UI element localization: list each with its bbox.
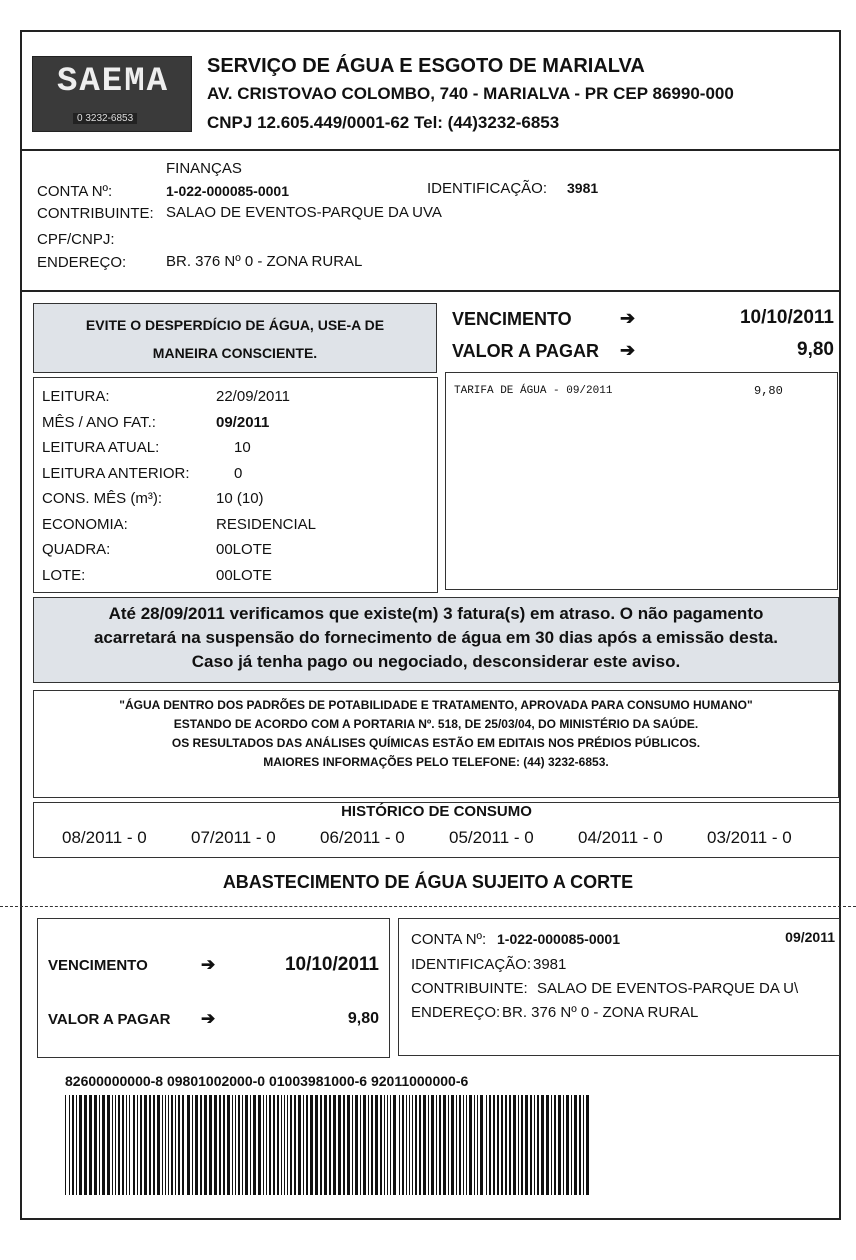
barcode-bar	[294, 1095, 296, 1195]
barcode-bar	[195, 1095, 198, 1195]
reading-label: ECONOMIA:	[42, 515, 128, 533]
barcode-bar	[489, 1095, 491, 1195]
barcode-bar	[284, 1095, 285, 1195]
tear-line	[0, 906, 856, 907]
barcode-bar	[423, 1095, 426, 1195]
company-name: SERVIÇO DE ÁGUA E ESGOTO DE MARIALVA	[207, 55, 645, 77]
barcode-bar	[338, 1095, 341, 1195]
barcode-bar	[343, 1095, 345, 1195]
stub-conta-value: 1-022-000085-0001	[497, 931, 620, 947]
barcode-bar	[290, 1095, 292, 1195]
barcode-bar	[439, 1095, 441, 1195]
barcode-bar	[384, 1095, 385, 1195]
barcode-bar	[525, 1095, 528, 1195]
quality-line: ESTANDO DE ACORDO COM A PORTARIA Nº. 518, DE 25/03/04, DO MINISTÉRIO DA SAÚDE.	[173, 717, 699, 731]
vencimento-value: 10/10/2011	[739, 307, 834, 328]
contribuinte-value: SALAO DE EVENTOS-PARQUE DA UVA	[166, 204, 442, 221]
barcode-bar	[69, 1095, 70, 1195]
barcode-bar	[99, 1095, 100, 1195]
arrow-right-icon: ➔	[201, 955, 216, 974]
logo-text: SAEMA	[57, 63, 170, 101]
history-item: 05/2011 - 0	[449, 828, 534, 847]
stub-endereco-value: BR. 376 Nº 0 - ZONA RURAL	[502, 1004, 699, 1021]
barcode-bar	[133, 1095, 135, 1195]
barcode-bar	[223, 1095, 225, 1195]
barcode-bar	[324, 1095, 327, 1195]
barcode-bar	[122, 1095, 124, 1195]
reading-label: CONS. MÊS (m³):	[42, 490, 162, 507]
logo	[32, 56, 192, 132]
barcode-bar	[245, 1095, 248, 1195]
barcode-bar	[178, 1095, 180, 1195]
reading-box	[33, 377, 438, 593]
contribuinte-label: CONTRIBUINTE:	[37, 205, 154, 222]
barcode-bar	[219, 1095, 221, 1195]
reading-label: LOTE:	[42, 566, 86, 584]
stub-due-box	[37, 918, 390, 1058]
reading-label: MÊS / ANO FAT.:	[42, 413, 156, 431]
barcode-bar	[546, 1095, 549, 1195]
barcode-bar	[586, 1095, 589, 1195]
stub-identificacao-label: IDENTIFICAÇÃO:	[411, 956, 532, 973]
barcode-bar	[84, 1095, 87, 1195]
barcode-bar	[306, 1095, 308, 1195]
barcode-bar	[126, 1095, 127, 1195]
stub-valor-value: 9,80	[347, 1010, 379, 1027]
barcode-bar	[459, 1095, 461, 1195]
barcode-bar	[204, 1095, 207, 1195]
reading-value: 22/09/2011	[216, 388, 290, 405]
reading-value: 10	[234, 439, 251, 456]
stub-identificacao-value: 3981	[533, 956, 567, 973]
barcode-bar	[390, 1095, 391, 1195]
overdue-notice	[33, 597, 839, 683]
history-item: 06/2011 - 0	[320, 828, 405, 847]
warning-line1: EVITE O DESPERDÍCIO DE ÁGUA, USE-A DE	[85, 317, 385, 333]
barcode-bar	[333, 1095, 336, 1195]
reading-label: LEITURA:	[42, 388, 110, 405]
barcode-bar	[200, 1095, 202, 1195]
warning-box	[33, 303, 437, 373]
barcode-bar	[162, 1095, 163, 1195]
barcode-bar	[387, 1095, 388, 1195]
barcode-bar	[118, 1095, 120, 1195]
barcode-bar	[574, 1095, 577, 1195]
barcode-bar	[480, 1095, 483, 1195]
stub-valor-label: VALOR A PAGAR	[48, 1011, 171, 1028]
barcode-bar	[171, 1095, 173, 1195]
barcode-bar	[518, 1095, 519, 1195]
barcode-bar	[144, 1095, 147, 1195]
barcode-bar	[65, 1095, 66, 1195]
barcode-bar	[537, 1095, 539, 1195]
history-item: 08/2011 - 0	[62, 828, 147, 847]
barcode-bar	[419, 1095, 421, 1195]
barcode-bar	[409, 1095, 410, 1195]
barcode-bar	[501, 1095, 503, 1195]
barcode-bar	[303, 1095, 304, 1195]
barcode-bar	[149, 1095, 151, 1195]
barcode-bar	[153, 1095, 155, 1195]
barcode-bar	[579, 1095, 581, 1195]
barcode-bar	[513, 1095, 516, 1195]
reading-label: LEITURA ANTERIOR:	[42, 464, 190, 482]
barcode-bar	[182, 1095, 184, 1195]
barcode-bar	[566, 1095, 569, 1195]
barcode-bar	[253, 1095, 256, 1195]
barcode-bar	[466, 1095, 467, 1195]
barcode-bar	[192, 1095, 193, 1195]
tariff-description: TARIFA DE ÁGUA - 09/2011	[454, 385, 613, 397]
cut-notice: ABASTECIMENTO DE ÁGUA SUJEITO A CORTE	[222, 872, 634, 892]
barcode-bar	[266, 1095, 267, 1195]
history-item: 03/2011 - 0	[707, 828, 792, 847]
barcode-bar	[298, 1095, 301, 1195]
barcode-bar	[168, 1095, 169, 1195]
barcode-bar	[521, 1095, 523, 1195]
barcode-bar	[269, 1095, 271, 1195]
stub-period: 09/2011	[785, 929, 835, 945]
barcode-bar	[187, 1095, 190, 1195]
barcode-bar	[451, 1095, 454, 1195]
barcode-bar	[79, 1095, 82, 1195]
notice-line: Caso já tenha pago ou negociado, desconsiderar este aviso.	[191, 652, 681, 671]
divider	[20, 149, 841, 151]
vencimento-label: VENCIMENTO	[452, 309, 572, 329]
reading-value: 00LOTE	[216, 541, 272, 558]
barcode-bar	[486, 1095, 487, 1195]
barcode-bar	[76, 1095, 77, 1195]
barcode-bar	[497, 1095, 499, 1195]
barcode-bar	[250, 1095, 251, 1195]
barcode-bar	[469, 1095, 472, 1195]
barcode-bar	[140, 1095, 142, 1195]
barcode-bar	[399, 1095, 400, 1195]
barcode-bar	[443, 1095, 446, 1195]
reading-value: 09/2011	[216, 413, 270, 431]
tariff-value: 9,80	[754, 384, 783, 398]
barcode-bar	[102, 1095, 105, 1195]
company-cnpj-tel: CNPJ 12.605.449/0001-62 Tel: (44)3232-6853	[207, 113, 560, 132]
endereco-label: ENDEREÇO:	[37, 254, 127, 271]
stub-conta-label: CONTA Nº:	[411, 931, 487, 948]
barcode-bar	[509, 1095, 511, 1195]
barcode-bar	[530, 1095, 532, 1195]
barcode-bar	[406, 1095, 407, 1195]
stub-endereco-label: ENDEREÇO:	[411, 1004, 501, 1021]
barcode-bar	[281, 1095, 282, 1195]
barcode-bar	[428, 1095, 429, 1195]
stub-info-box	[398, 918, 840, 1056]
barcode-bar	[287, 1095, 288, 1195]
barcode-bar	[558, 1095, 561, 1195]
barcode-bar	[89, 1095, 92, 1195]
barcode-bar	[352, 1095, 353, 1195]
barcode-bar	[157, 1095, 160, 1195]
notice-line: Até 28/09/2011 verificamos que existe(m) 3 fatura(s) em atraso. O não pagamento	[108, 604, 764, 623]
barcode-bar	[94, 1095, 97, 1195]
history-item: 07/2011 - 0	[191, 828, 276, 847]
barcode-bar	[436, 1095, 437, 1195]
history-item: 04/2011 - 0	[578, 828, 663, 847]
barcode-bar	[315, 1095, 318, 1195]
arrow-right-icon: ➔	[620, 308, 636, 328]
stub-contribuinte-label: CONTRIBUINTE:	[411, 980, 528, 997]
reading-value: 0	[234, 464, 243, 482]
barcode-bar	[534, 1095, 535, 1195]
barcode-bar	[232, 1095, 233, 1195]
barcode-bar	[242, 1095, 243, 1195]
barcode-bar	[393, 1095, 396, 1195]
barcode-bar	[368, 1095, 369, 1195]
barcode-bar	[551, 1095, 552, 1195]
barcode-bar	[371, 1095, 373, 1195]
reading-value: RESIDENCIAL	[216, 515, 317, 533]
barcode-bar	[474, 1095, 475, 1195]
water-quality-box	[33, 690, 839, 798]
barcode-bar	[115, 1095, 116, 1195]
logo-phone: 0 3232-6853	[73, 113, 137, 124]
stub-vencimento-label: VENCIMENTO	[48, 957, 148, 974]
arrow-right-icon: ➔	[201, 1009, 216, 1028]
conta-label: CONTA Nº:	[37, 183, 113, 200]
barcode-bar	[571, 1095, 572, 1195]
barcode-bar	[165, 1095, 166, 1195]
arrow-right-icon: ➔	[620, 340, 636, 360]
barcode-bar	[402, 1095, 404, 1195]
history-title: HISTÓRICO DE CONSUMO	[341, 803, 532, 820]
barcode-bar	[310, 1095, 313, 1195]
reading-value: 00LOTE	[216, 566, 272, 584]
reading-label: LEITURA ATUAL:	[42, 439, 160, 456]
barcode-bar	[263, 1095, 264, 1195]
barcode-bar	[363, 1095, 366, 1195]
barcode-bar	[463, 1095, 464, 1195]
tariff-box	[445, 372, 838, 590]
stub-contribuinte-value: SALAO DE EVENTOS-PARQUE DA U\	[537, 980, 799, 997]
barcode-bar	[72, 1095, 74, 1195]
barcode-bar	[107, 1095, 110, 1195]
endereco-value: BR. 376 Nº 0 - ZONA RURAL	[166, 253, 363, 270]
quality-line: MAIORES INFORMAÇÕES PELO TELEFONE: (44) 3232-6853.	[263, 755, 609, 769]
barcode-bar	[431, 1095, 434, 1195]
barcode-bar	[175, 1095, 176, 1195]
barcode-bar	[541, 1095, 544, 1195]
history-box	[33, 802, 840, 858]
barcode-bar	[583, 1095, 584, 1195]
barcode-bar	[412, 1095, 413, 1195]
barcode-bar	[380, 1095, 382, 1195]
warning-line2: MANEIRA CONSCIENTE.	[152, 345, 318, 361]
barcode-bar	[448, 1095, 449, 1195]
divider	[20, 290, 841, 292]
barcode-bar	[238, 1095, 240, 1195]
barcode-bar	[214, 1095, 217, 1195]
barcode-bar	[235, 1095, 236, 1195]
notice-line: acarretará na suspensão do fornecimento de água em 30 dias após a emissão desta.	[93, 628, 779, 647]
barcode	[65, 1095, 593, 1195]
barcode-bar	[258, 1095, 261, 1195]
conta-value: 1-022-000085-0001	[166, 183, 289, 199]
company-address: AV. CRISTOVAO COLOMBO, 740 - MARIALVA - PR CEP 86990-000	[207, 84, 734, 103]
barcode-bar	[137, 1095, 138, 1195]
barcode-bar	[277, 1095, 279, 1195]
barcode-bar	[563, 1095, 564, 1195]
barcode-bar	[227, 1095, 230, 1195]
valor-label: VALOR A PAGAR	[452, 341, 599, 361]
reading-value: 10 (10)	[216, 490, 264, 507]
barcode-bar	[329, 1095, 331, 1195]
reading-label: QUADRA:	[42, 541, 111, 558]
identificacao-label: IDENTIFICAÇÃO:	[427, 180, 548, 197]
barcode-bar	[375, 1095, 378, 1195]
quality-line: "ÁGUA DENTRO DOS PADRÕES DE POTABILIDADE E TRATAMENTO, APROVADA PARA CONSUMO HUMANO"	[119, 698, 753, 712]
valor-value: 9,80	[797, 339, 834, 360]
barcode-bar	[129, 1095, 130, 1195]
barcode-bar	[112, 1095, 113, 1195]
cpf-label: CPF/CNPJ:	[37, 231, 115, 248]
barcode-bar	[273, 1095, 275, 1195]
quality-line: OS RESULTADOS DAS ANÁLISES QUÍMICAS ESTÃO EM EDITAIS NOS PRÉDIOS PÚBLICOS.	[171, 736, 701, 750]
barcode-bar	[347, 1095, 350, 1195]
barcode-bar	[320, 1095, 322, 1195]
barcode-bar	[355, 1095, 358, 1195]
barcode-bar	[360, 1095, 361, 1195]
barcode-bar	[493, 1095, 495, 1195]
identificacao-value: 3981	[567, 180, 599, 196]
barcode-digits: 82600000000-8 09801002000-0 01003981000-6 92011000000-6	[65, 1073, 469, 1089]
barcode-bar	[456, 1095, 457, 1195]
barcode-bar	[505, 1095, 507, 1195]
barcode-bar	[554, 1095, 556, 1195]
barcode-bar	[415, 1095, 417, 1195]
barcode-bar	[477, 1095, 478, 1195]
section-label: FINANÇAS	[166, 160, 242, 177]
stub-vencimento-value: 10/10/2011	[284, 954, 379, 975]
barcode-bar	[209, 1095, 212, 1195]
